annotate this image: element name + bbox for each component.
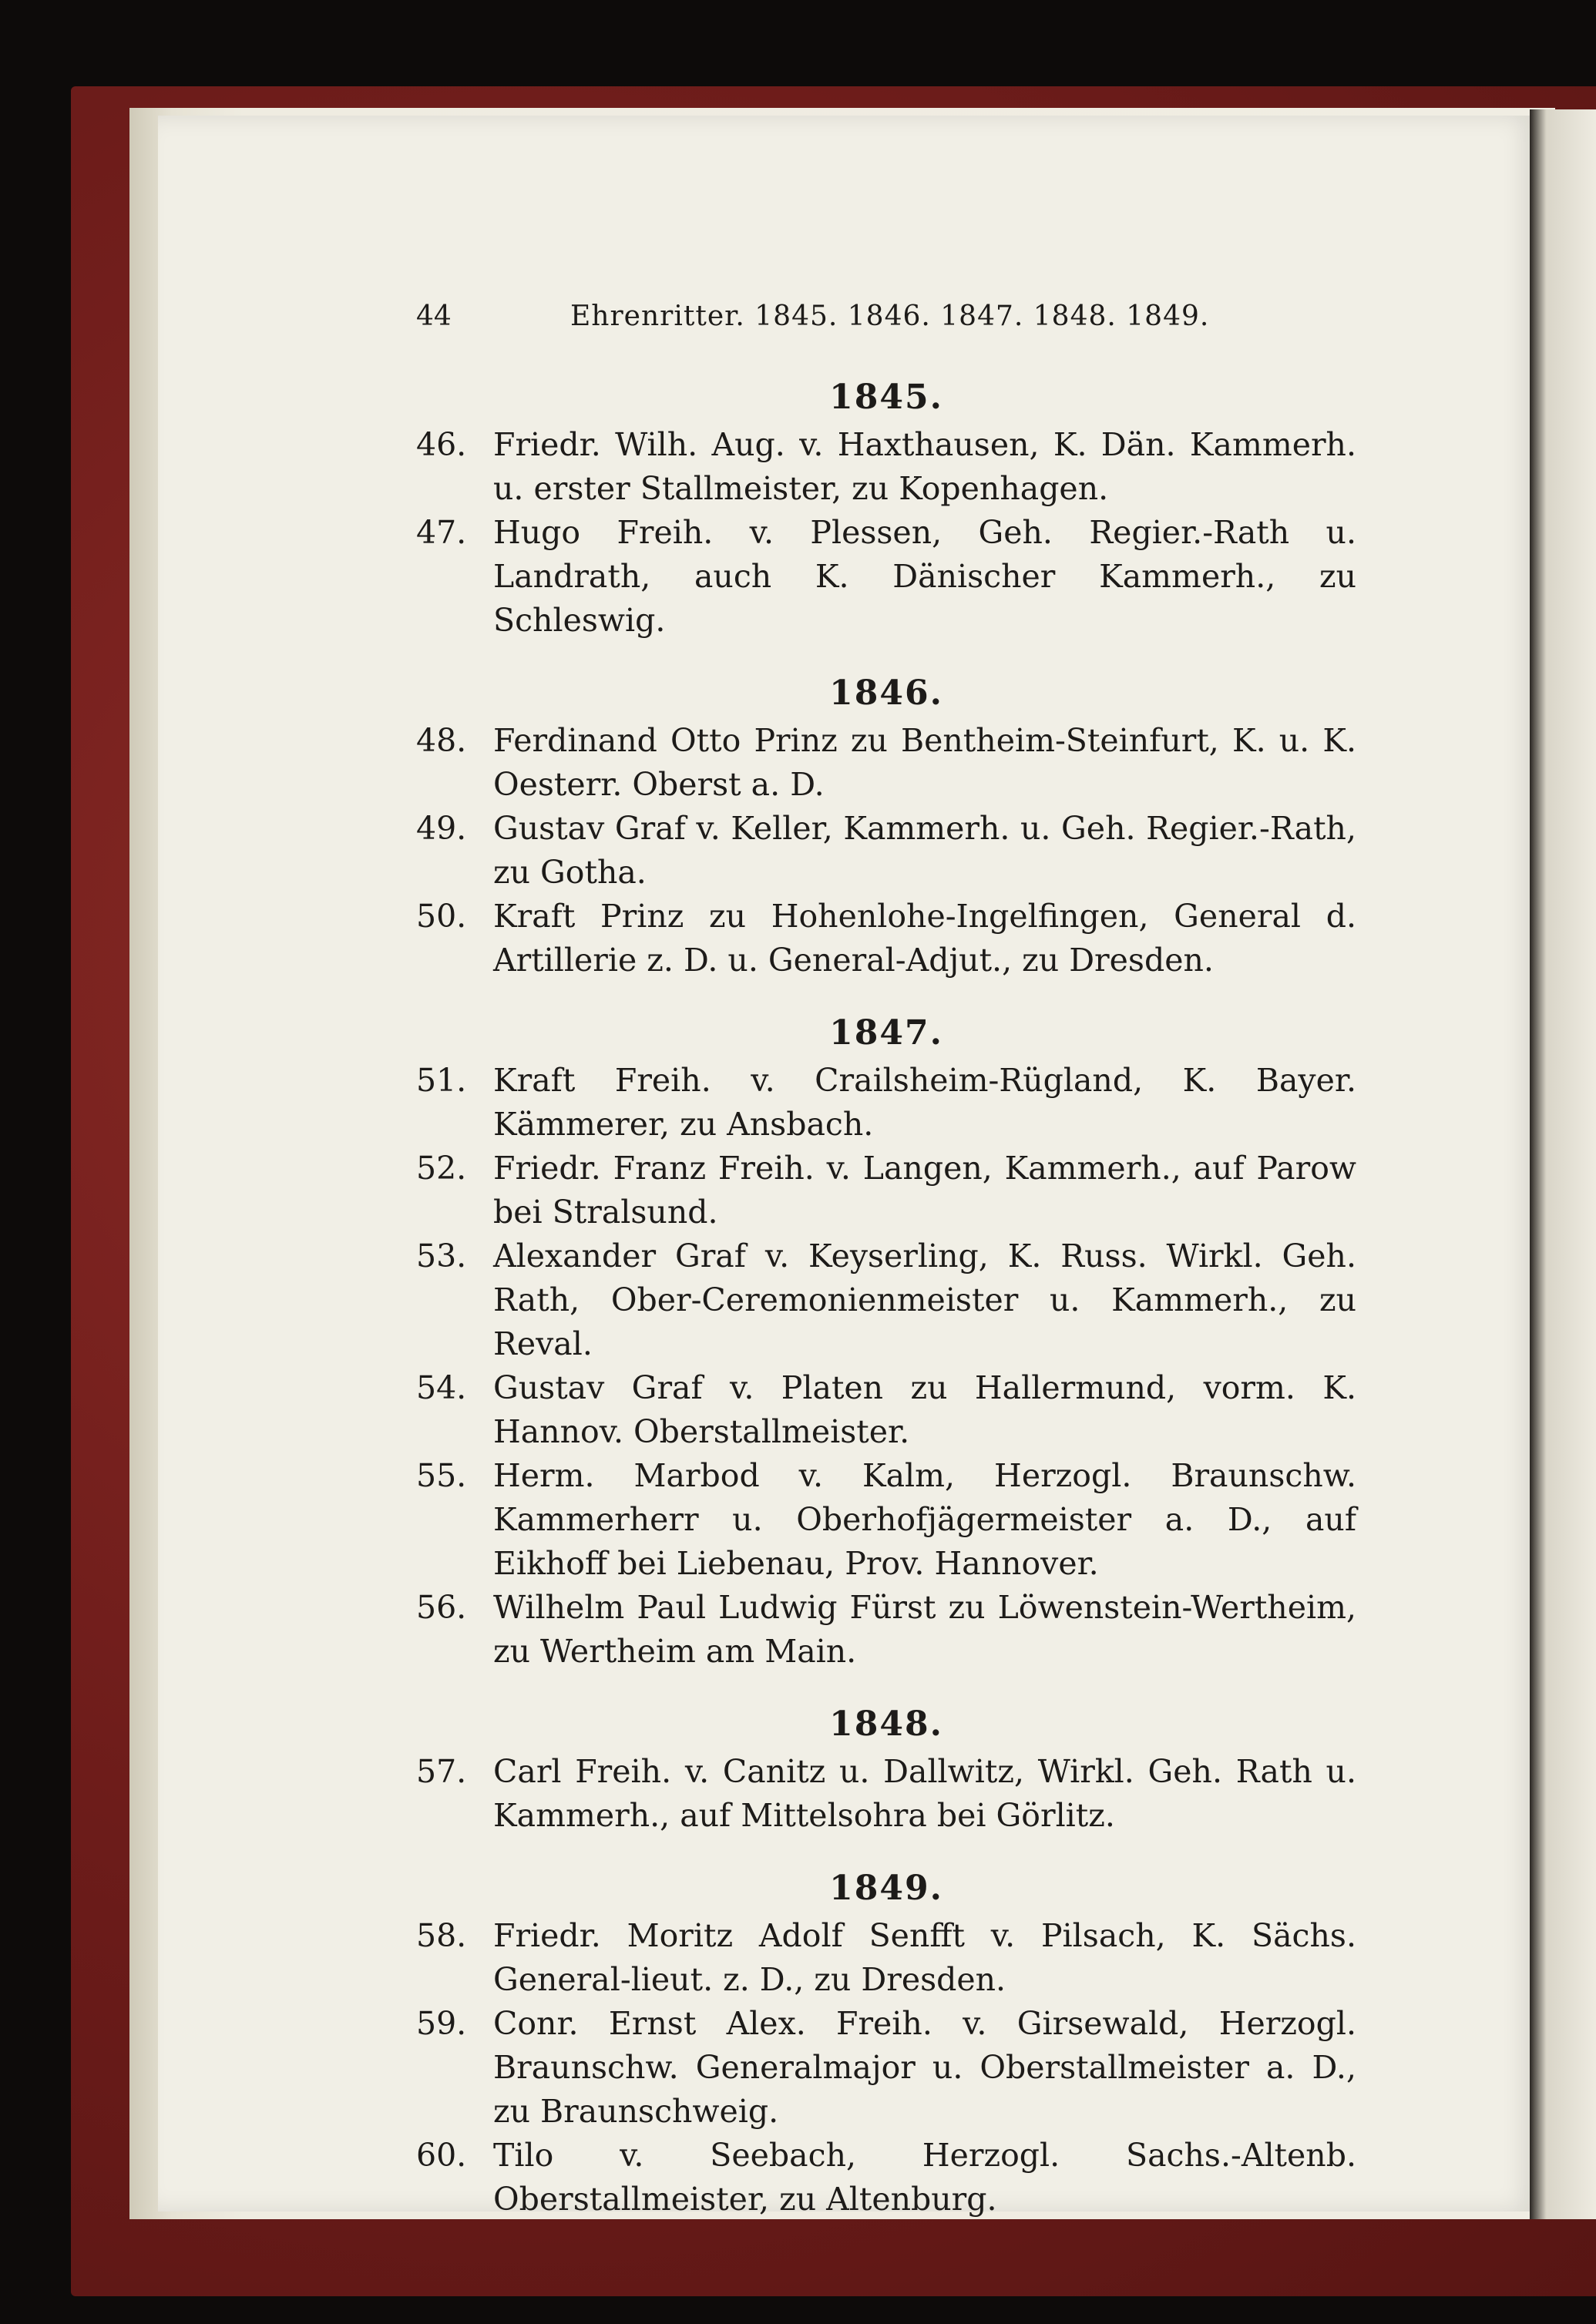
entry-number: 54.: [416, 1369, 467, 1406]
list-entry: [416, 807, 1356, 895]
list-entry: [416, 423, 1356, 511]
entry-text: Carl Freih. v. Canitz u. Dallwitz, Wirkl. Geh. Rath u. Kammerh., auf Mittelsohra bei Görlitz.: [493, 1753, 1356, 1834]
entry-text: Tilo v. Seebach, Herzogl. Sachs.-Altenb. Oberstallmeister, zu Altenburg.: [493, 2137, 1356, 2218]
entry-text: Friedr. Franz Freih. v. Langen, Kammerh., auf Parow bei Stralsund.: [493, 1150, 1356, 1231]
entry-number: 56.: [416, 1589, 467, 1626]
list-entry: [416, 1059, 1356, 1147]
year-heading: 1846.: [829, 673, 943, 713]
running-head-title: Ehrenritter. 1845. 1846. 1847. 1848. 1849.: [570, 301, 1210, 332]
list-entry: [416, 1147, 1356, 1234]
entry-number: 47.: [416, 514, 467, 551]
entry-number: 60.: [416, 2137, 467, 2174]
facing-page-edge: [1530, 109, 1596, 2219]
year-heading: 1848.: [829, 1704, 943, 1744]
entry-number: 50.: [416, 898, 467, 935]
entry-text: Herm. Marbod v. Kalm, Herzogl. Braunschw. Kammerherr u. Oberhofjägermeister a. D., auf Eikhoff bei Liebenau, Prov. Hannover.: [493, 1457, 1356, 1582]
list-entry: [416, 2134, 1356, 2222]
entry-text: Kraft Prinz zu Hohenlohe-Ingelfingen, General d. Artillerie z. D. u. General-Adjut., zu Dresden.: [493, 898, 1356, 979]
list-entry: [416, 1750, 1356, 1838]
list-entry: [416, 895, 1356, 982]
year-heading: 1849.: [829, 1869, 943, 1908]
entry-number: 55.: [416, 1457, 467, 1494]
entry-text: Alexander Graf v. Keyserling, K. Russ. Wirkl. Geh. Rath, Ober-Ceremonienmeister u. Kammerh., zu Reval.: [493, 1238, 1356, 1362]
entry-number: 52.: [416, 1150, 467, 1187]
list-entry: [416, 1914, 1356, 2002]
list-entry: [416, 1366, 1356, 1454]
entry-number: 46.: [416, 426, 467, 463]
list-entry: [416, 719, 1356, 807]
entry-text: Friedr. Wilh. Aug. v. Haxthausen, K. Dän. Kammerh. u. erster Stallmeister, zu Kopenhagen.: [493, 426, 1356, 507]
list-entry: [416, 511, 1356, 643]
year-heading: 1847.: [829, 1013, 943, 1053]
entry-number: 49.: [416, 810, 467, 847]
entry-number: 57.: [416, 1753, 467, 1790]
entry-text: Gustav Graf v. Keller, Kammerh. u. Geh. Regier.-Rath, zu Gotha.: [493, 810, 1356, 891]
entry-number: 48.: [416, 722, 467, 759]
entry-number: 53.: [416, 1238, 467, 1275]
entry-number: 51.: [416, 1062, 467, 1099]
list-entry: [416, 2002, 1356, 2134]
list-entry: [416, 1454, 1356, 1586]
entry-number: 58.: [416, 1917, 467, 1954]
list-entry: [416, 1234, 1356, 1366]
entry-text: Ferdinand Otto Prinz zu Bentheim-Steinfurt, K. u. K. Oesterr. Oberst a. D.: [493, 722, 1356, 803]
list-entry: [416, 1586, 1356, 1674]
page-text: [416, 301, 1356, 2222]
entry-text: Conr. Ernst Alex. Freih. v. Girsewald, Herzogl. Braunschw. Generalmajor u. Oberstallmeister a. D., zu Braunschweig.: [493, 2005, 1356, 2130]
running-head: [416, 301, 1356, 347]
page-number: 44: [416, 301, 452, 332]
entry-text: Gustav Graf v. Platen zu Hallermund, vorm. K. Hannov. Oberstallmeister.: [493, 1369, 1356, 1450]
year-heading: 1845.: [829, 378, 943, 417]
entry-text: Wilhelm Paul Ludwig Fürst zu Löwenstein-Wertheim, zu Wertheim am Main.: [493, 1589, 1356, 1670]
entry-text: Hugo Freih. v. Plessen, Geh. Regier.-Rath u. Landrath, auch K. Dänischer Kammerh., zu Schleswig.: [493, 514, 1356, 639]
entry-text: Kraft Freih. v. Crailsheim-Rügland, K. Bayer. Kämmerer, zu Ansbach.: [493, 1062, 1356, 1143]
entry-text: Friedr. Moritz Adolf Senfft v. Pilsach, K. Sächs. General-lieut. z. D., zu Dresden.: [493, 1917, 1356, 1998]
entry-number: 59.: [416, 2005, 467, 2042]
